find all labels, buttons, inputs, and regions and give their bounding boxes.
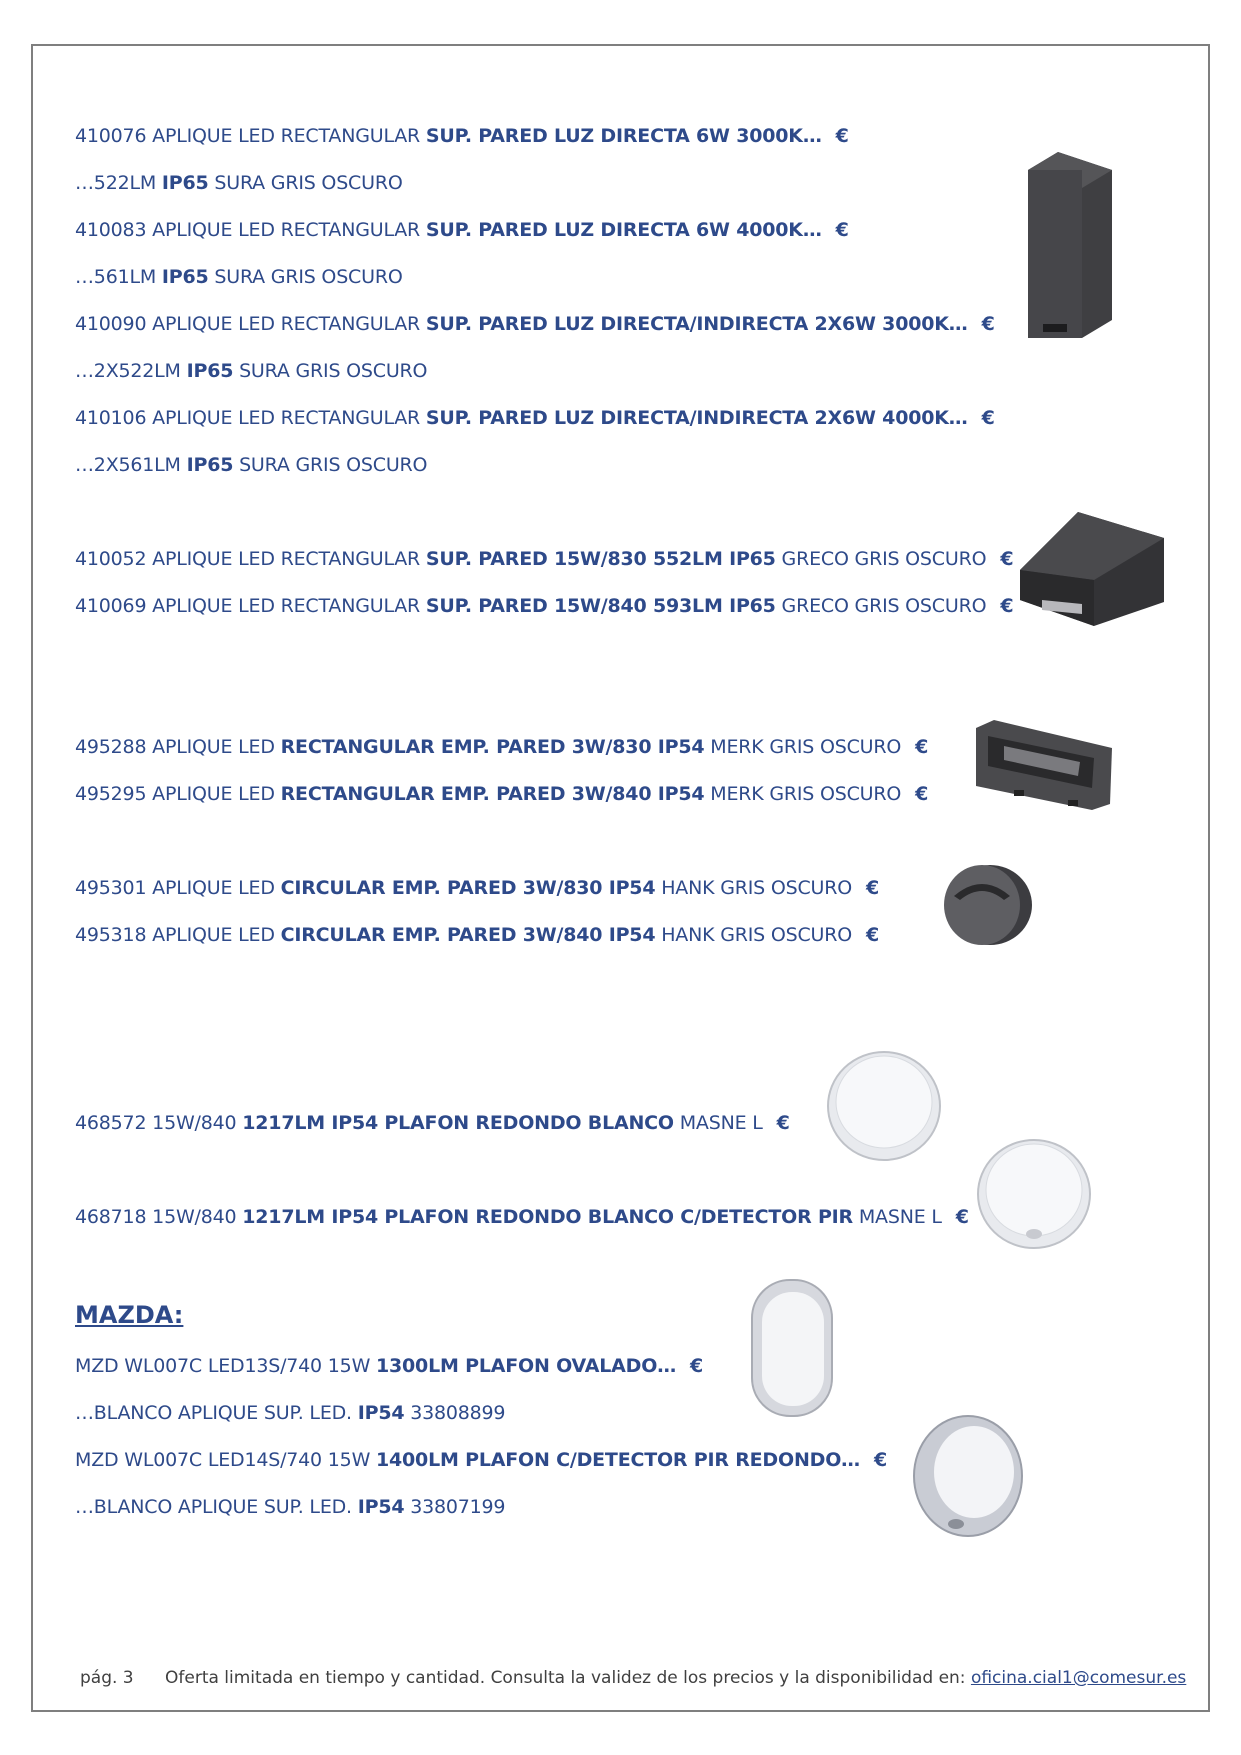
page-number: pág. 3 [80, 1668, 134, 1688]
price-placeholder: € [873, 1449, 887, 1471]
price-placeholder: € [776, 1112, 790, 1134]
product-line: 495295 APLIQUE LED RECTANGULAR EMP. PARED 3W/840 IP54 MERK GRIS OSCURO € [75, 783, 929, 805]
masne-round-sensor-light-image [976, 1138, 1092, 1250]
footer-text: Oferta limitada en tiempo y cantidad. Consulta la validez de los precios y la disponibilidad en: [165, 1668, 971, 1688]
price-placeholder: € [690, 1355, 704, 1377]
product-line: …2X561LM IP65 SURA GRIS OSCURO [75, 454, 428, 476]
price-placeholder: € [1000, 595, 1014, 617]
price-placeholder: € [835, 125, 849, 147]
merk-recessed-light-image [974, 718, 1114, 810]
product-line: 410052 APLIQUE LED RECTANGULAR SUP. PARED 15W/830 552LM IP65 GRECO GRIS OSCURO € [75, 548, 1014, 570]
price-placeholder: € [915, 783, 929, 805]
product-line: …2X522LM IP65 SURA GRIS OSCURO [75, 360, 428, 382]
product-line: 410106 APLIQUE LED RECTANGULAR SUP. PARED LUZ DIRECTA/INDIRECTA 2X6W 4000K… € [75, 407, 995, 429]
price-placeholder: € [865, 877, 880, 899]
product-line: …522LM IP65 SURA GRIS OSCURO [75, 172, 403, 194]
product-line: 495301 APLIQUE LED CIRCULAR EMP. PARED 3W/830 IP54 HANK GRIS OSCURO € [75, 877, 880, 899]
price-placeholder: € [835, 219, 849, 241]
hank-recessed-light-image [938, 862, 1034, 948]
contact-email-link[interactable]: oficina.cial1@comesur.es [970, 1668, 1187, 1688]
price-placeholder: € [1000, 548, 1014, 570]
greco-wall-light-image [1018, 510, 1166, 628]
product-line: 410069 APLIQUE LED RECTANGULAR SUP. PARED 15W/840 593LM IP65 GRECO GRIS OSCURO € [75, 595, 1014, 617]
sura-wall-light-image [1018, 150, 1114, 340]
product-line: 468572 15W/840 1217LM IP54 PLAFON REDONDO BLANCO MASNE L € [75, 1112, 790, 1134]
masne-round-light-image [826, 1050, 942, 1162]
product-line: MZD WL007C LED14S/740 15W 1400LM PLAFON C/DETECTOR PIR REDONDO… € [75, 1449, 887, 1471]
product-line: 410090 APLIQUE LED RECTANGULAR SUP. PARED LUZ DIRECTA/INDIRECTA 2X6W 3000K… € [75, 313, 995, 335]
product-line: 410076 APLIQUE LED RECTANGULAR SUP. PARED LUZ DIRECTA 6W 3000K… € [75, 125, 849, 147]
product-line: 410083 APLIQUE LED RECTANGULAR SUP. PARED LUZ DIRECTA 6W 4000K… € [75, 219, 849, 241]
product-line: …561LM IP65 SURA GRIS OSCURO [75, 266, 403, 288]
product-line: …BLANCO APLIQUE SUP. LED. IP54 33807199 [75, 1496, 506, 1518]
price-placeholder: € [955, 1206, 969, 1228]
price-placeholder: € [981, 407, 995, 429]
product-line: 468718 15W/840 1217LM IP54 PLAFON REDONDO BLANCO C/DETECTOR PIR MASNE L € [75, 1206, 969, 1228]
product-line: MZD WL007C LED13S/740 15W 1300LM PLAFON OVALADO… € [75, 1355, 704, 1377]
mazda-oval-light-image [748, 1278, 836, 1418]
price-placeholder: € [865, 924, 880, 946]
product-line: 495288 APLIQUE LED RECTANGULAR EMP. PARED 3W/830 IP54 MERK GRIS OSCURO € [75, 736, 929, 758]
section-heading-mazda: MAZDA: [75, 1301, 184, 1329]
footer [80, 1668, 1186, 1688]
price-placeholder: € [981, 313, 995, 335]
product-line: …BLANCO APLIQUE SUP. LED. IP54 33808899 [75, 1402, 506, 1424]
product-line: 495318 APLIQUE LED CIRCULAR EMP. PARED 3W/840 IP54 HANK GRIS OSCURO € [75, 924, 880, 946]
mazda-round-sensor-light-image [912, 1414, 1024, 1538]
price-placeholder: € [915, 736, 929, 758]
